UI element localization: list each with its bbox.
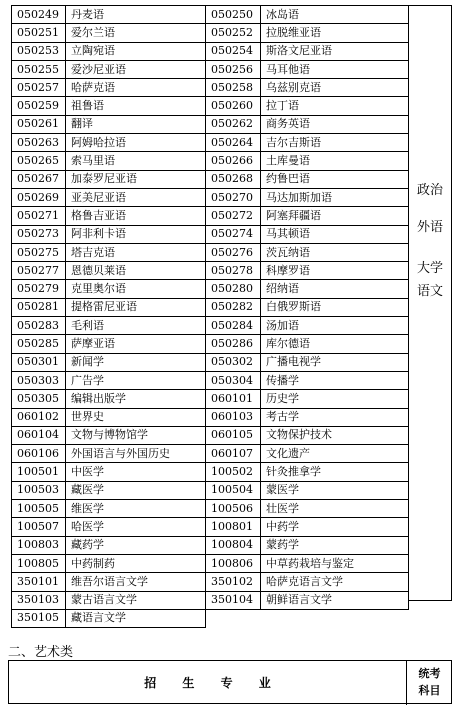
major-code: 050259 <box>12 97 66 115</box>
major-name: 爱尔兰语 <box>66 24 206 42</box>
major-code: 100801 <box>206 518 261 536</box>
major-code: 050286 <box>206 335 261 353</box>
major-code: 050253 <box>12 42 66 60</box>
major-code: 100505 <box>12 500 66 518</box>
major-code: 050258 <box>206 79 261 97</box>
subject-college-chinese: 大学 <box>416 261 444 276</box>
major-name: 世界史 <box>66 408 206 426</box>
major-code: 060103 <box>206 408 261 426</box>
table-row <box>12 481 409 499</box>
major-code: 060104 <box>12 426 66 444</box>
major-name: 立陶宛语 <box>66 42 206 60</box>
major-code: 050280 <box>206 280 261 298</box>
table-row <box>12 24 409 42</box>
major-name: 传播学 <box>261 371 409 389</box>
major-code: 050262 <box>206 115 261 133</box>
table-row <box>12 426 409 444</box>
major-name: 藏医学 <box>66 481 206 499</box>
major-code: 050279 <box>12 280 66 298</box>
major-code: 050276 <box>206 243 261 261</box>
major-name: 文化遗产 <box>261 445 409 463</box>
table-row <box>12 536 409 554</box>
arts-table-header <box>8 660 452 704</box>
major-name: 新闻学 <box>66 353 206 371</box>
major-code: 050257 <box>12 79 66 97</box>
major-code: 050256 <box>206 60 261 78</box>
table-row <box>12 6 409 24</box>
major-code: 050271 <box>12 207 66 225</box>
major-code: 050261 <box>12 115 66 133</box>
major-code: 050268 <box>206 170 261 188</box>
major-code: 100503 <box>12 481 66 499</box>
major-code: 050252 <box>206 24 261 42</box>
major-name: 加泰罗尼亚语 <box>66 170 206 188</box>
major-name: 马其顿语 <box>261 225 409 243</box>
table-row <box>12 445 409 463</box>
major-code: 050301 <box>12 353 66 371</box>
major-code: 050265 <box>12 152 66 170</box>
major-name: 科摩罗语 <box>261 262 409 280</box>
major-code: 350104 <box>206 591 261 609</box>
major-code: 350102 <box>206 573 261 591</box>
major-code: 050269 <box>12 188 66 206</box>
major-name: 索马里语 <box>66 152 206 170</box>
table-row <box>12 60 409 78</box>
major-code: 050302 <box>206 353 261 371</box>
table-row <box>12 152 409 170</box>
major-name: 中草药栽培与鉴定 <box>261 554 409 572</box>
major-name: 历史学 <box>261 390 409 408</box>
table-row <box>12 463 409 481</box>
major-code: 050273 <box>12 225 66 243</box>
table-row <box>12 243 409 261</box>
subject-chinese: 语文 <box>416 284 444 299</box>
major-code: 050281 <box>12 298 66 316</box>
major-name: 毛利语 <box>66 317 206 335</box>
major-name: 商务英语 <box>261 115 409 133</box>
table-row <box>12 353 409 371</box>
major-code: 050275 <box>12 243 66 261</box>
table-row <box>12 280 409 298</box>
table-row <box>12 134 409 152</box>
table-row <box>12 115 409 133</box>
major-name: 拉丁语 <box>261 97 409 115</box>
major-name: 亚美尼亚语 <box>66 188 206 206</box>
major-name: 哈医学 <box>66 518 206 536</box>
major-code: 100502 <box>206 463 261 481</box>
major-name: 考古学 <box>261 408 409 426</box>
major-name: 汤加语 <box>261 317 409 335</box>
table-row <box>12 371 409 389</box>
major-name: 中药学 <box>261 518 409 536</box>
major-code: 050278 <box>206 262 261 280</box>
major-name: 中医学 <box>66 463 206 481</box>
major-code: 100805 <box>12 554 66 572</box>
major-name: 提格雷尼亚语 <box>66 298 206 316</box>
major-name: 外国语言与外国历史 <box>66 445 206 463</box>
major-code: 100504 <box>206 481 261 499</box>
major-name: 绍纳语 <box>261 280 409 298</box>
major-name: 茨瓦纳语 <box>261 243 409 261</box>
major-name: 维吾尔语言文学 <box>66 573 206 591</box>
major-name: 维医学 <box>66 500 206 518</box>
major-code: 050285 <box>12 335 66 353</box>
major-code: 050249 <box>12 6 66 24</box>
major-code: 050283 <box>12 317 66 335</box>
table-row <box>12 390 409 408</box>
major-code: 050250 <box>206 6 261 24</box>
major-name: 蒙古语言文学 <box>66 591 206 609</box>
major-code: 050267 <box>12 170 66 188</box>
table-row <box>12 609 409 627</box>
major-name: 广告学 <box>66 371 206 389</box>
major-name: 爱沙尼亚语 <box>66 60 206 78</box>
major-code: 050255 <box>12 60 66 78</box>
major-name: 蒙医学 <box>261 481 409 499</box>
major-code: 050263 <box>12 134 66 152</box>
header-exam-subjects: 统考 科目 <box>418 667 441 697</box>
major-name <box>261 609 409 627</box>
major-code-table <box>11 5 409 628</box>
major-code: 050277 <box>12 262 66 280</box>
major-code: 050270 <box>206 188 261 206</box>
table-row <box>12 262 409 280</box>
major-name: 格鲁吉亚语 <box>66 207 206 225</box>
table-row <box>12 298 409 316</box>
major-code: 050272 <box>206 207 261 225</box>
table-row <box>12 591 409 609</box>
major-name: 祖鲁语 <box>66 97 206 115</box>
major-code: 050260 <box>206 97 261 115</box>
major-name: 壮医学 <box>261 500 409 518</box>
major-name: 蒙药学 <box>261 536 409 554</box>
major-name: 广播电视学 <box>261 353 409 371</box>
major-name: 朝鲜语言文学 <box>261 591 409 609</box>
major-code: 050266 <box>206 152 261 170</box>
major-code: 100806 <box>206 554 261 572</box>
major-name: 丹麦语 <box>66 6 206 24</box>
major-code: 050254 <box>206 42 261 60</box>
major-name: 马耳他语 <box>261 60 409 78</box>
major-name: 文物保护技术 <box>261 426 409 444</box>
table-row <box>12 408 409 426</box>
major-name: 哈萨克语 <box>66 79 206 97</box>
major-name: 约鲁巴语 <box>261 170 409 188</box>
table-row <box>12 42 409 60</box>
table-row <box>12 573 409 591</box>
major-name: 编辑出版学 <box>66 390 206 408</box>
table-row <box>12 518 409 536</box>
major-name: 藏语言文学 <box>66 609 206 627</box>
major-name: 库尔德语 <box>261 335 409 353</box>
major-name: 阿塞拜疆语 <box>261 207 409 225</box>
major-code: 060101 <box>206 390 261 408</box>
major-code: 050282 <box>206 298 261 316</box>
major-code: 060102 <box>12 408 66 426</box>
major-code: 050251 <box>12 24 66 42</box>
major-code: 100506 <box>206 500 261 518</box>
major-code: 050284 <box>206 317 261 335</box>
table-row <box>12 554 409 572</box>
major-code: 050304 <box>206 371 261 389</box>
major-code: 060105 <box>206 426 261 444</box>
major-name: 白俄罗斯语 <box>261 298 409 316</box>
table-row <box>12 335 409 353</box>
table-row <box>12 170 409 188</box>
major-name: 塔吉克语 <box>66 243 206 261</box>
major-name: 阿非利卡语 <box>66 225 206 243</box>
major-code: 100804 <box>206 536 261 554</box>
major-name: 藏药学 <box>66 536 206 554</box>
major-name: 萨摩亚语 <box>66 335 206 353</box>
major-name: 吉尔吉斯语 <box>261 134 409 152</box>
exam-subjects-cell <box>408 5 452 601</box>
major-code: 050303 <box>12 371 66 389</box>
table-row <box>12 188 409 206</box>
major-code: 050274 <box>206 225 261 243</box>
major-name: 冰岛语 <box>261 6 409 24</box>
major-name: 翻译 <box>66 115 206 133</box>
major-name: 乌兹别克语 <box>261 79 409 97</box>
table-row <box>12 207 409 225</box>
major-name: 中药制药 <box>66 554 206 572</box>
table-row <box>12 97 409 115</box>
subject-politics: 政治 <box>416 183 444 198</box>
major-name: 针灸推拿学 <box>261 463 409 481</box>
major-code: 350103 <box>12 591 66 609</box>
major-code: 050264 <box>206 134 261 152</box>
table-row <box>12 500 409 518</box>
major-code: 100501 <box>12 463 66 481</box>
table-row <box>12 317 409 335</box>
major-name: 文物与博物馆学 <box>66 426 206 444</box>
section-heading-arts: 二、艺术类 <box>8 645 74 660</box>
major-name: 克里奥尔语 <box>66 280 206 298</box>
major-code: 350101 <box>12 573 66 591</box>
major-code: 350105 <box>12 609 66 627</box>
major-name: 哈萨克语言文学 <box>261 573 409 591</box>
major-code <box>206 609 261 627</box>
major-name: 土库曼语 <box>261 152 409 170</box>
major-code: 100507 <box>12 518 66 536</box>
major-code: 060107 <box>206 445 261 463</box>
table-row <box>12 79 409 97</box>
subject-foreign-language: 外语 <box>416 220 444 235</box>
major-code: 060106 <box>12 445 66 463</box>
major-name: 拉脱维亚语 <box>261 24 409 42</box>
table-row <box>12 225 409 243</box>
major-code: 100803 <box>12 536 66 554</box>
header-major: 招 生 专 业 <box>144 676 271 690</box>
major-code: 050305 <box>12 390 66 408</box>
major-name: 阿姆哈拉语 <box>66 134 206 152</box>
major-name: 马达加斯加语 <box>261 188 409 206</box>
major-name: 恩德贝莱语 <box>66 262 206 280</box>
major-name: 斯洛文尼亚语 <box>261 42 409 60</box>
